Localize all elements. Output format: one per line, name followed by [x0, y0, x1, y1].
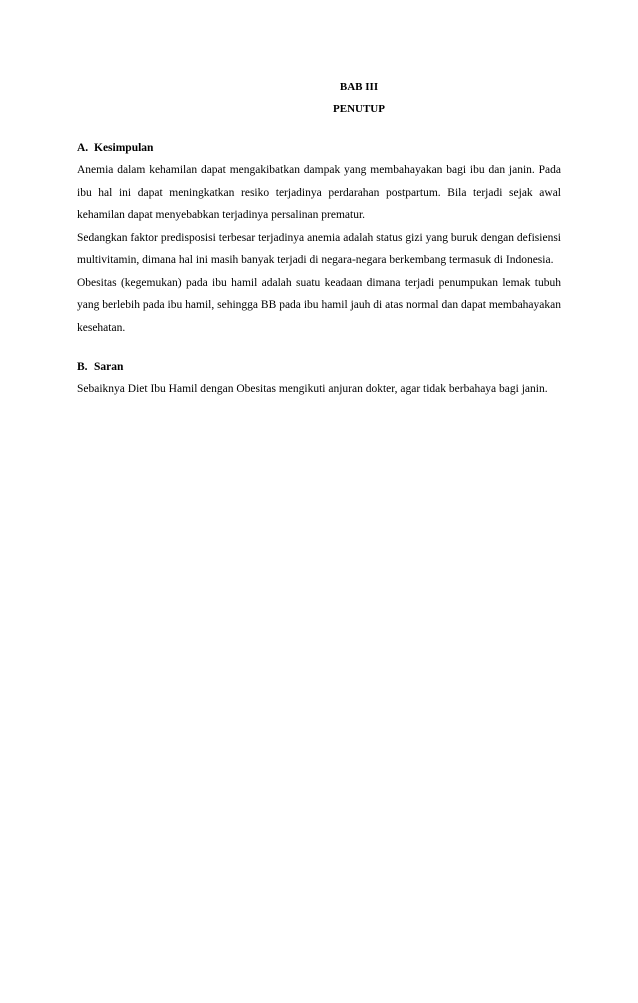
section-heading-saran: [77, 356, 561, 378]
document-page: [77, 76, 561, 401]
paragraph: Anemia dalam kehamilan dapat mengakibatkan dampak yang membahayakan bagi ibu dan janin. Pada ibu hal ini dapat meningkatkan resiko terjadinya perdarahan postpartum. Bila terjadi sejak awal kehamilan dapat menyebabkan terjadinya persalinan prematur.: [77, 164, 561, 221]
paragraph: Obesitas (kegemukan) pada ibu hamil adalah suatu keadaan dimana terjadi penumpukan lemak tubuh yang berlebih pada ibu hamil, sehingga BB pada ibu hamil jauh di atas normal dan dapat membahayakan kesehatan.: [77, 276, 561, 334]
paragraph: Sedangkan faktor predisposisi terbesar terjadinya anemia adalah status gizi yang buruk dengan defisiensi multivitamin, dimana hal ini masih banyak terjadi di negara-negara berkembang termasuk di Indonesia.: [77, 231, 561, 266]
chapter-label: BAB III: [339, 81, 379, 93]
section-heading-kesimpulan: [77, 137, 561, 159]
section-number: A.: [77, 142, 89, 154]
chapter-title: PENUTUP: [333, 103, 385, 115]
section-title: Saran: [94, 361, 124, 373]
paragraph: Sebaiknya Diet Ibu Hamil dengan Obesitas mengikuti anjuran dokter, agar tidak berbahaya bagi janin.: [77, 383, 548, 395]
section-number: B.: [77, 361, 88, 373]
section-title: Kesimpulan: [94, 142, 154, 154]
